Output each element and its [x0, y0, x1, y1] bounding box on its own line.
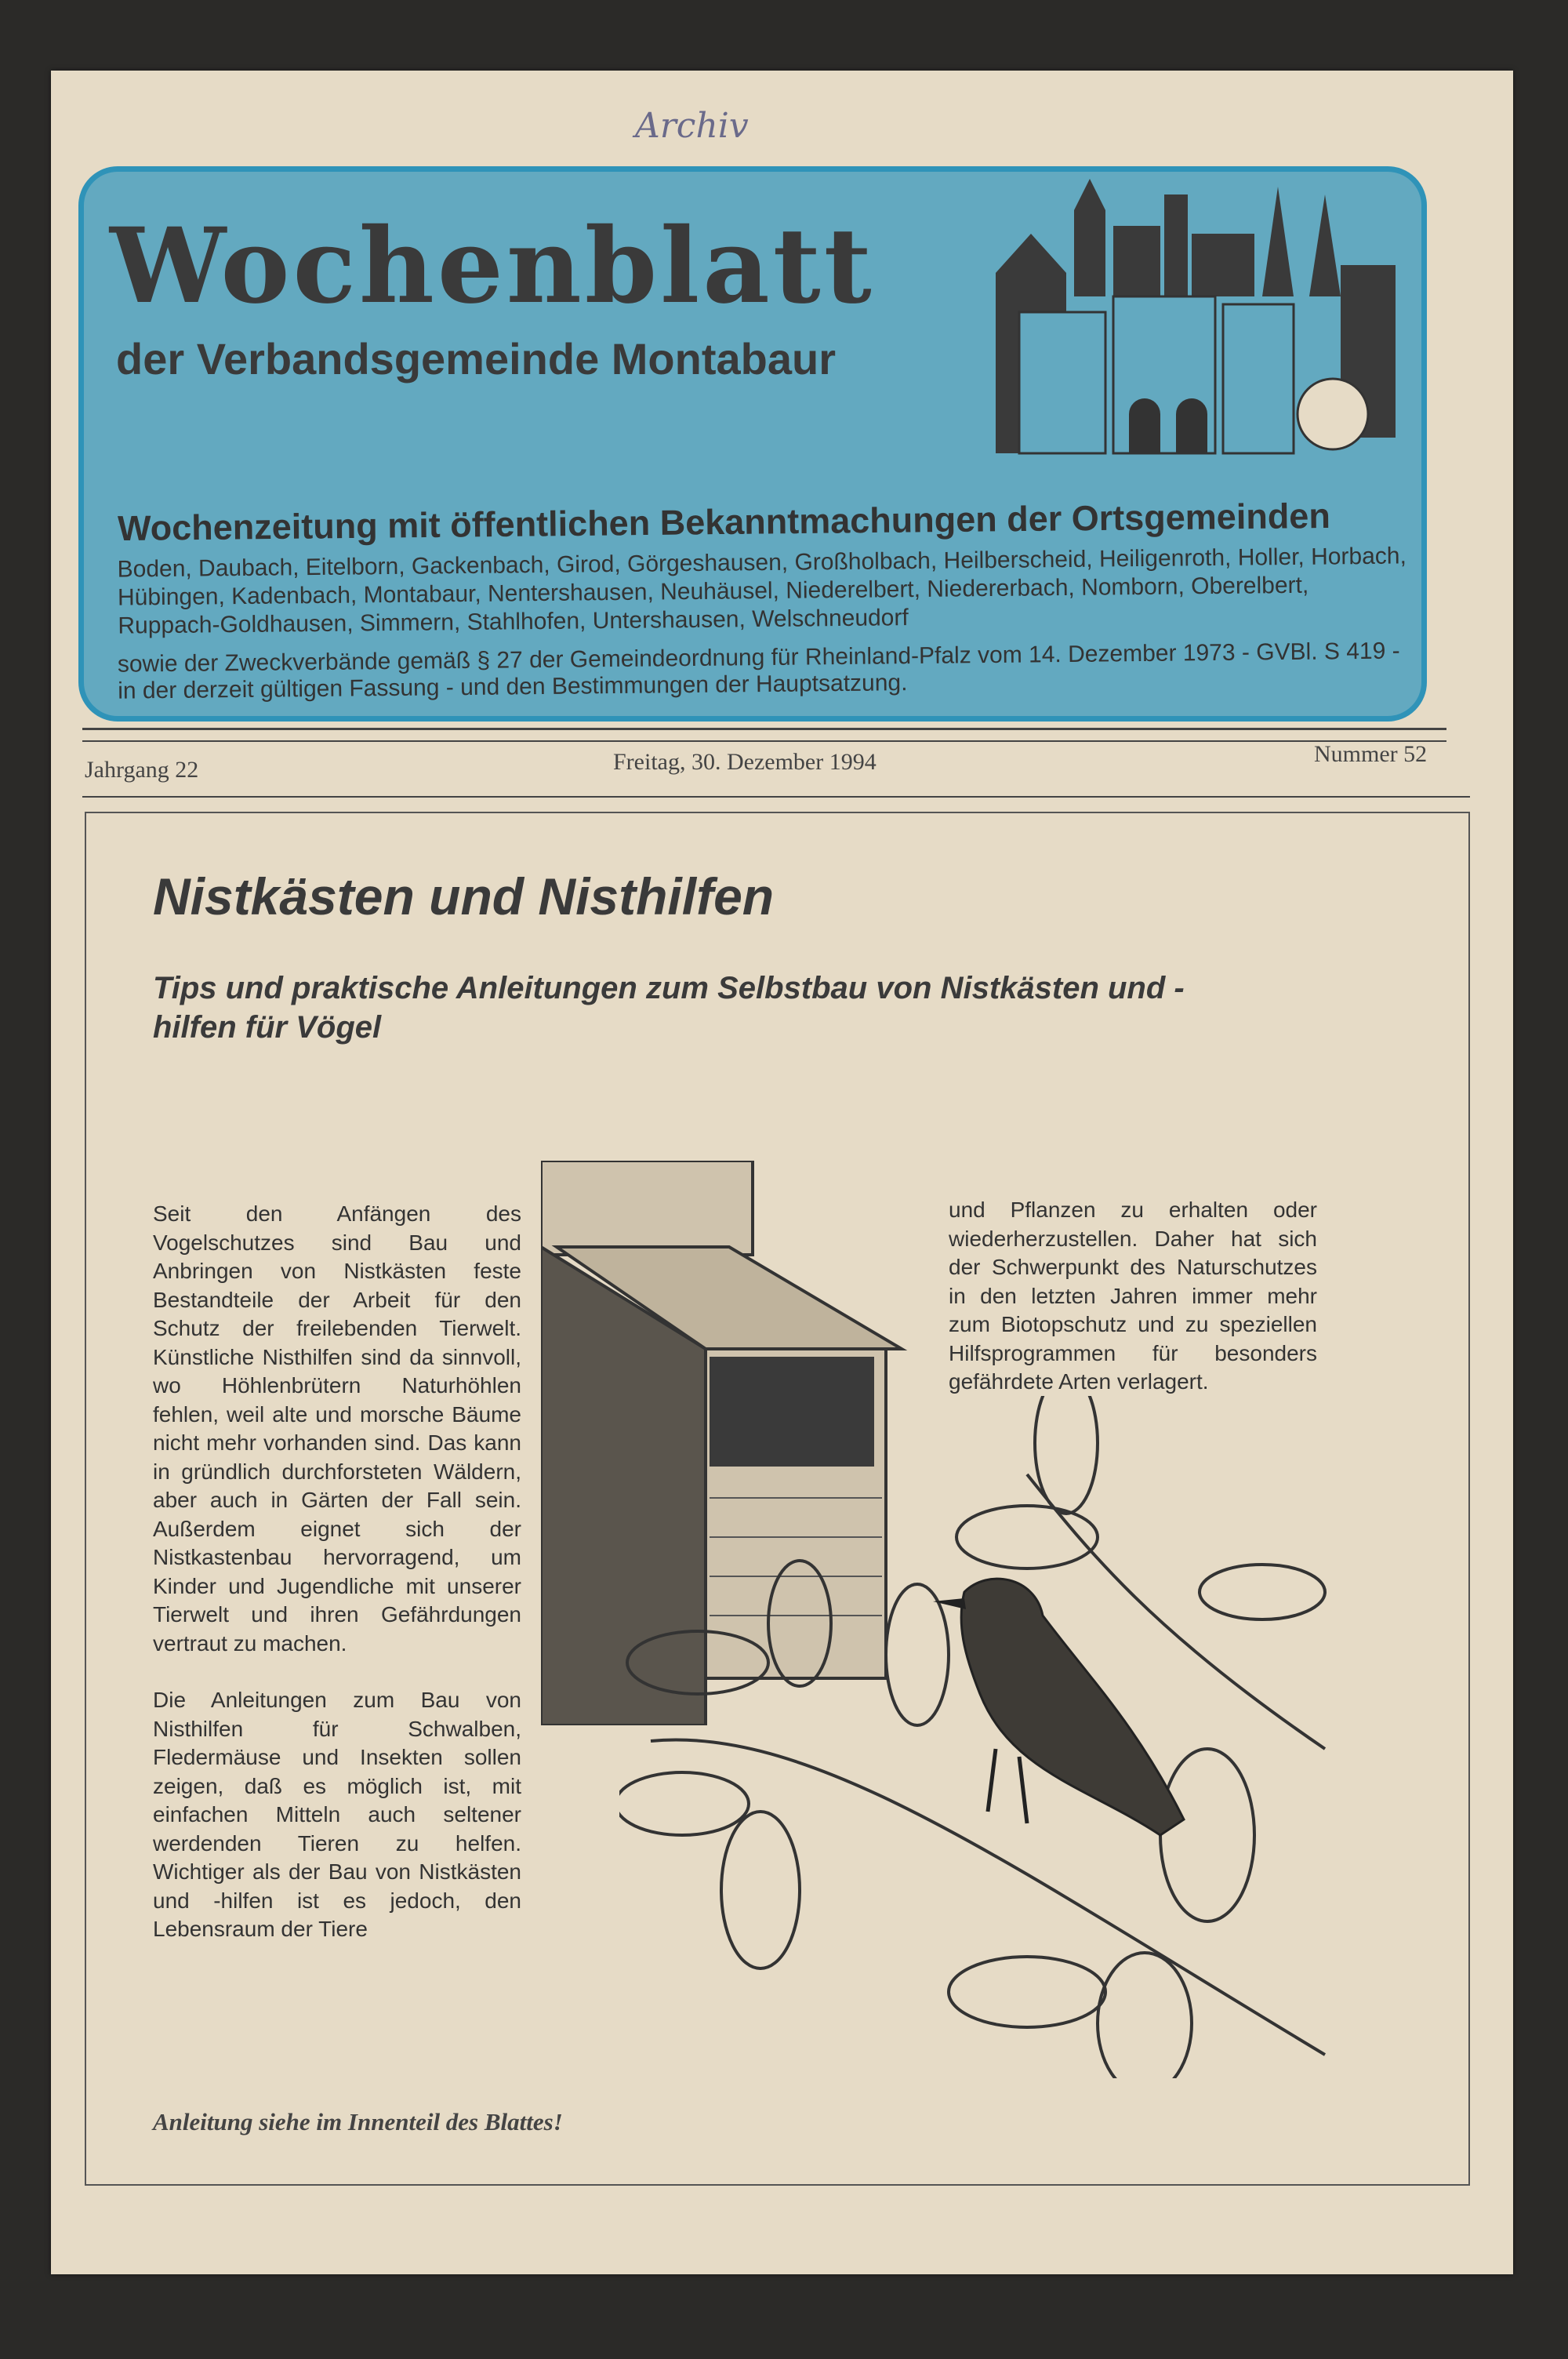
bird-on-branch-illustration	[619, 1396, 1341, 2078]
divider	[82, 728, 1446, 730]
article-title: Nistkästen und Nisthilfen	[153, 867, 775, 925]
town-skyline-illustration	[996, 179, 1403, 469]
masthead-tagline: Wochenzeitung mit öffentlichen Bekanntmachungen der Ortsgemeinden	[117, 495, 1331, 549]
article-right-column	[949, 1196, 1317, 1425]
article-subtitle: Tips und praktische Anleitungen zum Selbstbau von Nistkästen und -hilfen für Vögel	[153, 971, 1185, 1045]
volume-label: Jahrgang 22	[85, 757, 199, 783]
handwritten-annotation: Archiv	[635, 106, 749, 146]
divider	[82, 740, 1446, 742]
article-paragraph: Die Anleitungen zum Bau von Nisthilfen für Schwalben, Fledermäuse und Insekten sollen zeigen, daß es möglich ist, mit einfachen Mitteln auch seltener werdenden Tieren zu helfen. Wichtiger als der Bau von Nistkästen und -hilfen ist es jedoch, den Lebensraum der Tiere	[153, 1688, 521, 1941]
article-paragraph: und Pflanzen zu erhalten oder wiederherzustellen. Daher hat sich der Schwerpunkt des Naturschutzes in den letzten Jahren immer mehr zum Biotopschutz und zu speziellen Hilfsprogrammen für besonders gefährdete Arten verlagert.	[949, 1198, 1317, 1394]
newspaper-subtitle: der Verbandsgemeinde Montabaur	[116, 334, 836, 383]
article-left-column	[153, 1200, 521, 1972]
newspaper-title: Wochenblatt	[110, 205, 875, 327]
article-paragraph: Seit den Anfängen des Vogelschutzes sind Bau und Anbringen von Nistkästen feste Bestandteile der Arbeit für den Schutz der freilebenden Tierwelt. Künstliche Nisthilfen sind da sinnvoll, wo Höhlenbrütern Naturhöhlen fehlen, weil alte und morsche Bäume nicht mehr vorhanden sind. Das kann in gründlich durchforsteten Wäldern, aber auch in Gärten der Fall sein. Außerdem eignet sich der Nistkastenbau hervorragend, um Kinder und Jugendliche mit unserer Tierwelt und ihren Gefährdungen vertraut zu machen.	[153, 1201, 521, 1656]
divider	[82, 796, 1470, 798]
issue-date: Freitag, 30. Dezember 1994	[613, 749, 877, 775]
legal-notice: sowie der Zweckverbände gemäß § 27 der Gemeindeordnung für Rheinland-Pfalz vom 14. Dezember 1973 - GVBl. S 419 - in der derzeit gültigen Fassung - und den Bestimmungen der Hauptsatzung.	[117, 638, 1400, 704]
member-towns-list: Boden, Daubach, Eitelborn, Gackenbach, Girod, Görgeshausen, Großholbach, Heilberscheid, Heiligenroth, Holler, Horbach, Hübingen, Kadenbach, Montabaur, Nentershausen, Neuhäusel, Niederelbert, Niedererbach, Nomborn, Oberelbert, Ruppach-Goldhausen, Simmern, Stahlhofen, Untershausen, Welschneudorf	[117, 543, 1406, 639]
article-footer-note: Anleitung siehe im Innenteil des Blattes!	[153, 2108, 563, 2135]
issue-number: Nummer 52	[1314, 741, 1428, 767]
